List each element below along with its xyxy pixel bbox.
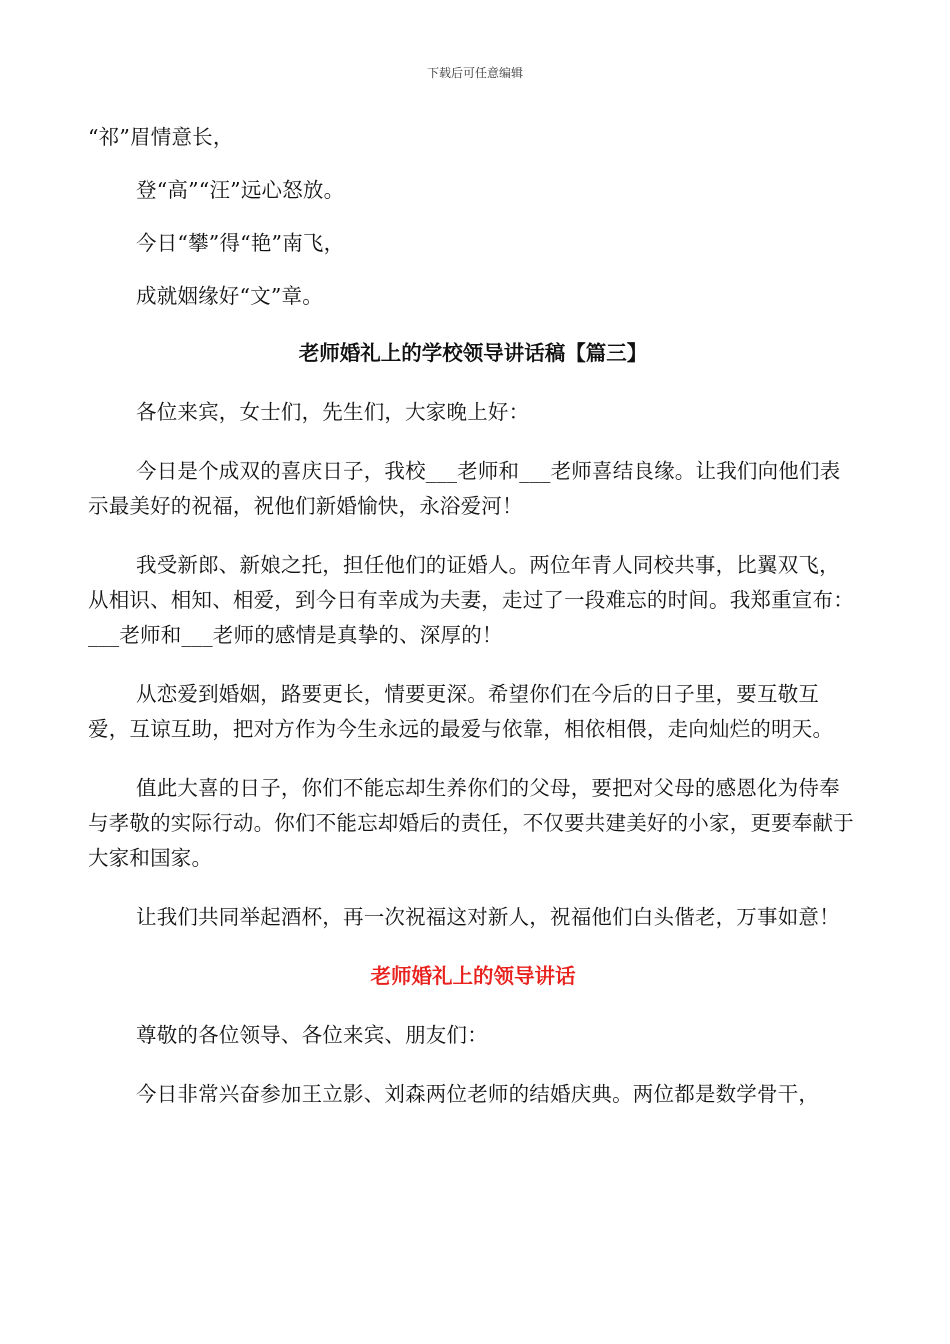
paragraph: 今日非常兴奋参加王立影、刘森两位老师的结婚庆典。两位都是数学骨干， <box>136 1082 820 1106</box>
paragraph: 从恋爱到婚姻，路要更长，情要更深。希望你们在今后的日子里，要互敬互爱，互谅互助，把对方作为今生永远的最爱与依靠，相依相偎，走向灿烂的明天。 <box>88 682 834 741</box>
paragraph: 尊敬的各位领导、各位来宾、朋友们： <box>136 1023 488 1047</box>
paragraph: 各位来宾，女士们，先生们，大家晚上好： <box>136 400 530 424</box>
poem-line: 成就姻缘好“文”章。 <box>136 284 323 308</box>
section-title: 老师婚礼上的学校领导讲话稿【篇三】 <box>298 341 648 365</box>
paragraph: 值此大喜的日子，你们不能忘却生养你们的父母，要把对父母的感恩化为侍奉与孝敬的实际行动。你们不能忘却婚后的责任，不仅要共建美好的小家，更要奉献于大家和国家。 <box>88 776 854 870</box>
section-title-red: 老师婚礼上的领导讲话 <box>370 964 576 988</box>
poem-line: 登“高”“汪”远心怒放。 <box>136 178 345 202</box>
poem-line: “祁”眉情意长， <box>88 125 234 149</box>
document-body <box>88 120 858 1136</box>
poem-line: 今日“攀”得“艳”南飞， <box>136 231 345 255</box>
page-header: 下载后可任意编辑 <box>426 66 523 80</box>
paragraph: 我受新郎、新娘之托，担任他们的证婚人。两位年青人同校共事，比翼双飞，从相识、相知、相爱，到今日有幸成为夫妻，走过了一段难忘的时间。我郑重宣布：___老师和___老师的感情是真挚的、深厚的！ <box>88 553 854 647</box>
paragraph: 让我们共同举起酒杯，再一次祝福这对新人，祝福他们白头偕老，万事如意！ <box>136 905 840 929</box>
paragraph: 今日是个成双的喜庆日子，我校___老师和___老师喜结良缘。让我们向他们表示最美好的祝福，祝他们新婚愉快，永浴爱河！ <box>88 459 841 518</box>
